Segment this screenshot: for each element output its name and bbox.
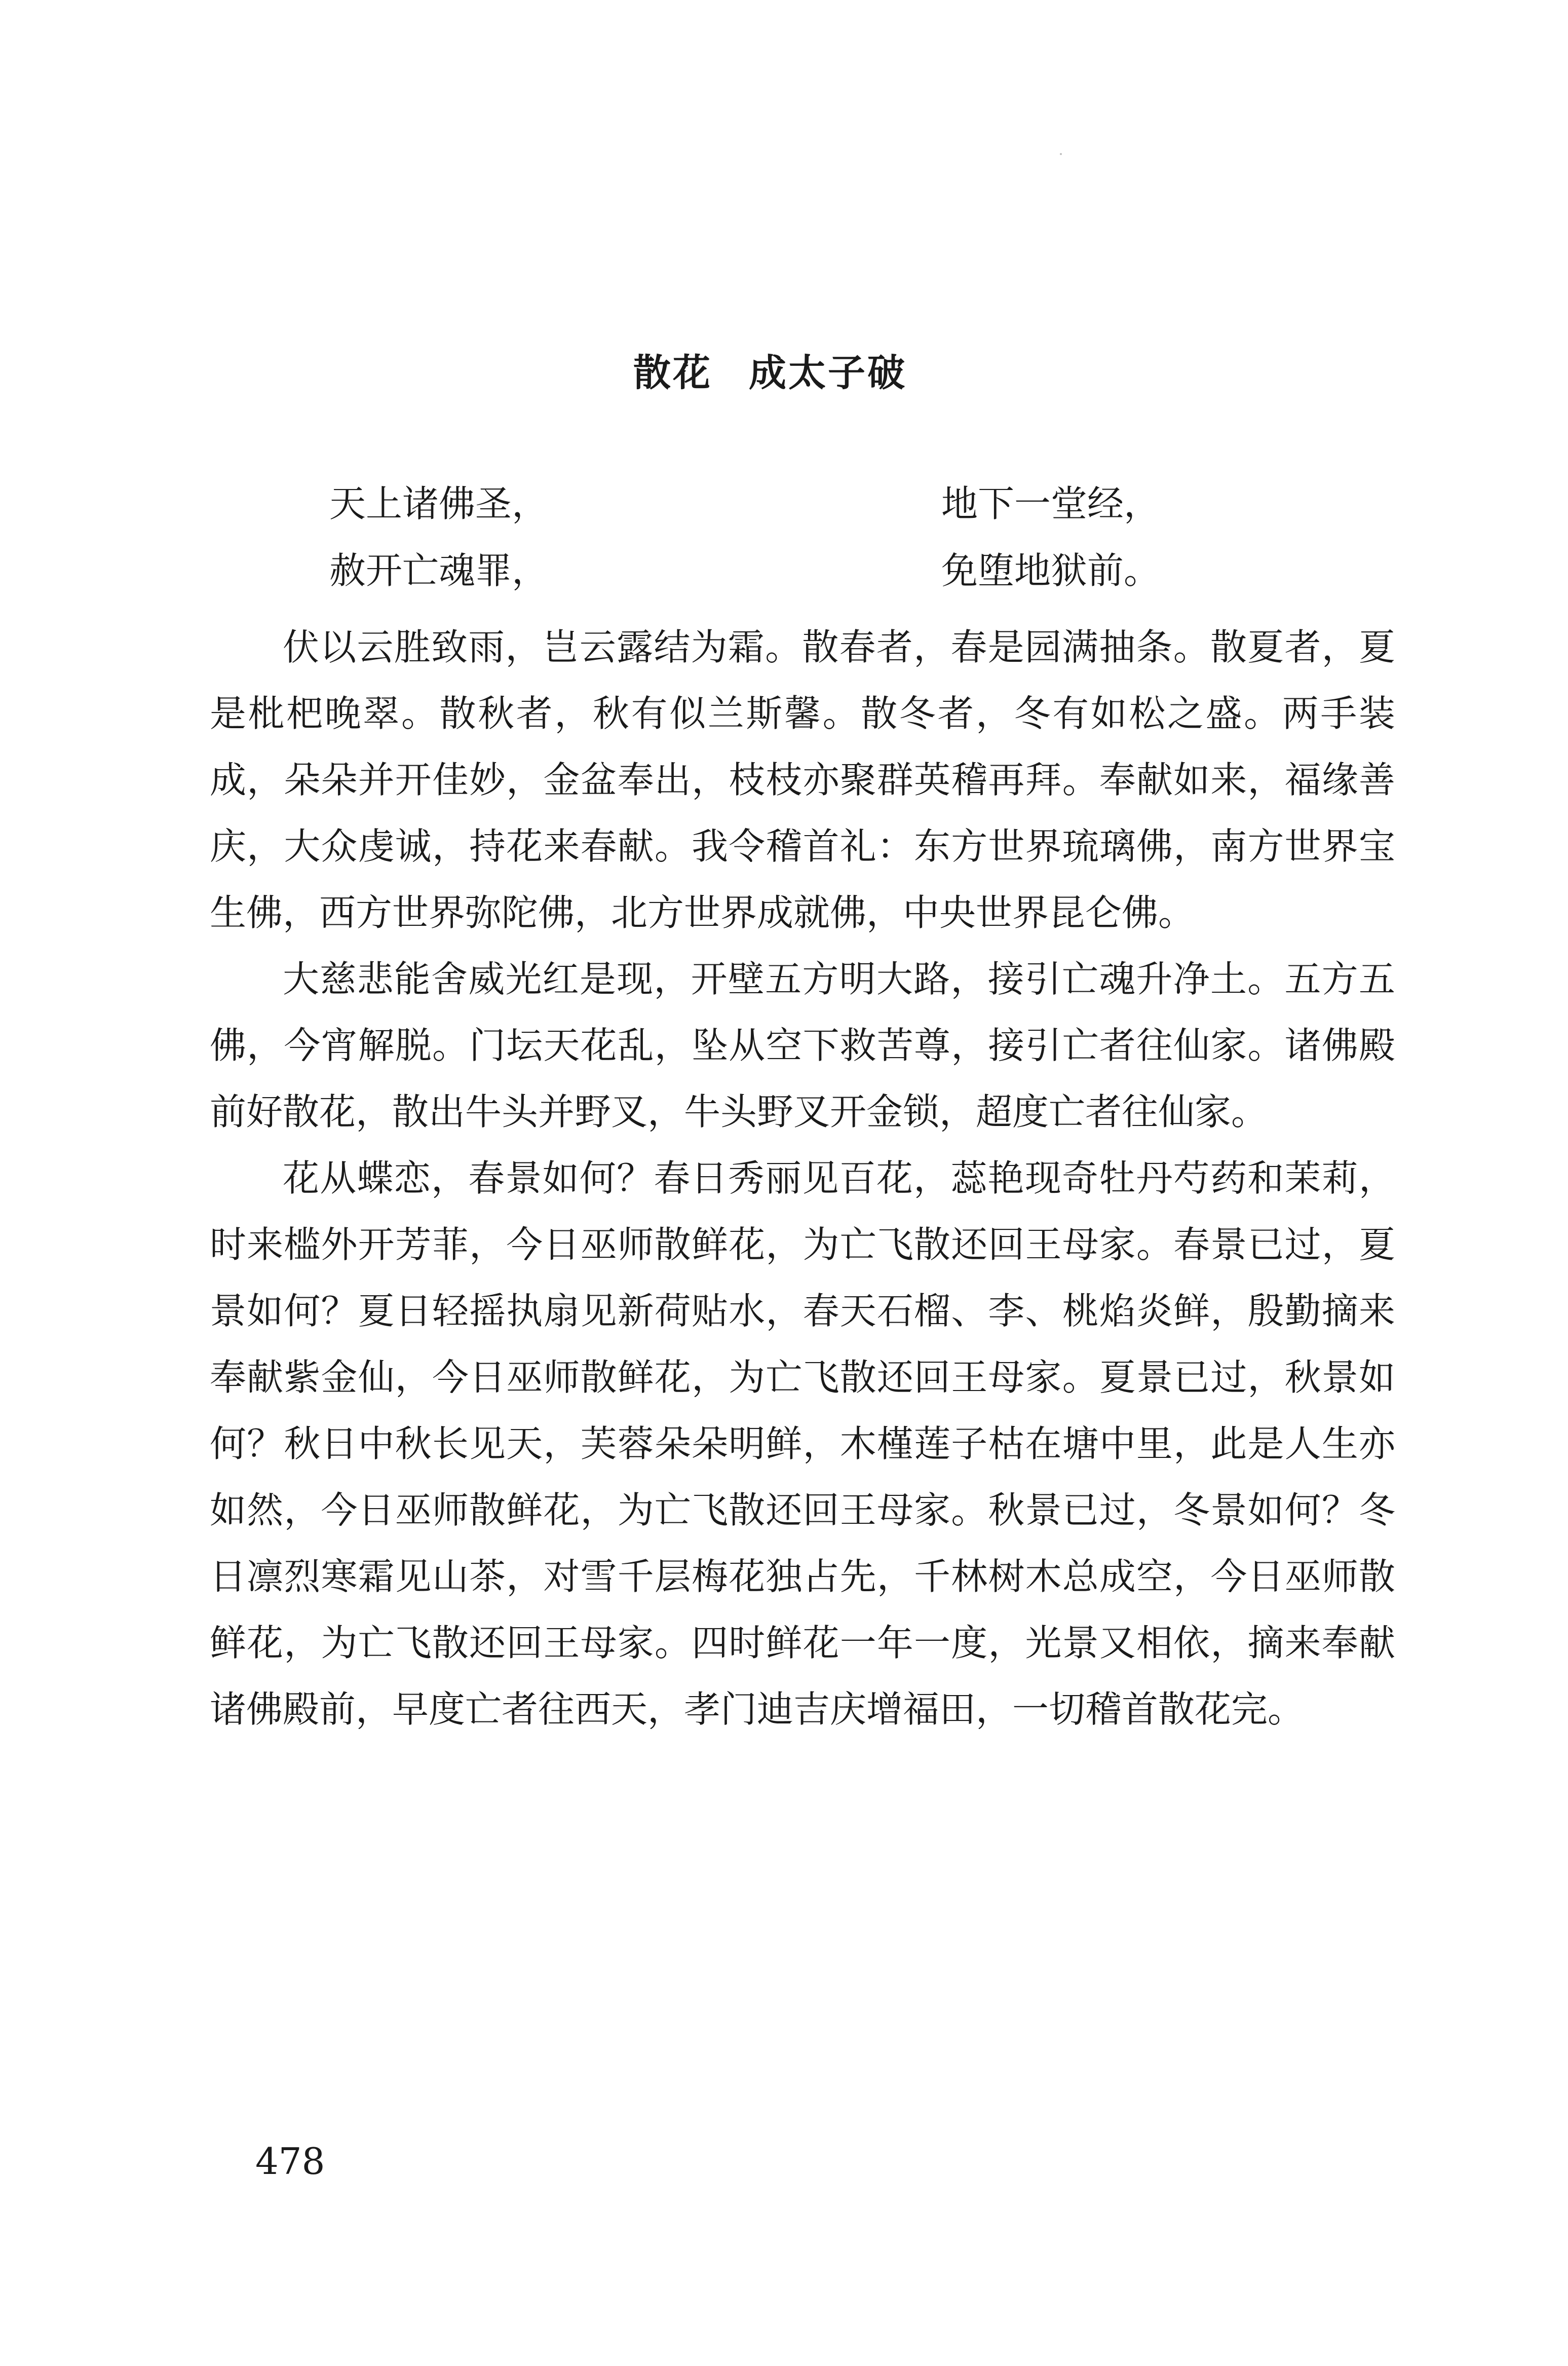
- paragraph-1: 伏以云胜致雨，岂云露结为霜。散春者，春是园满抽条。散夏者，夏是枇杷晚翠。散秋者，秋有似兰斯馨。散冬者，冬有如松之盛。两手装成，朵朵并开佳妙，金盆奉出，枝枝亦聚群英稽再拜。奉献如来，福缘善庆，大众虔诚，持花来春献。我令稽首礼：东方世界琉璃佛，南方世界宝生佛，西方世界弥陀佛，北方世界成就佛，中央世界昆仑佛。: [210, 626, 1395, 934]
- title-main: 散花: [633, 351, 712, 395]
- verse-line-2: 地下一堂经，: [941, 482, 1161, 525]
- paragraph-2: 大慈悲能舍威光红是现，开壁五方明大路，接引亡魂升净土。五方五佛，今宵解脱。门坛天花乱，坠从空下救苦尊，接引亡者往仙家。诸佛殿前好散花，散出牛头并野叉，牛头野叉开金锁，超度亡者往仙家。: [210, 958, 1395, 1133]
- page-number: 478: [255, 2140, 325, 2183]
- verse-line-1: 天上诸佛圣，: [329, 482, 549, 525]
- body-text: [210, 614, 1395, 1743]
- title-sub: 成太子破: [749, 351, 907, 395]
- verse-line-3: 赦开亡魂罪，: [329, 549, 549, 592]
- section-title: [633, 348, 907, 398]
- paragraph-3: 花从蝶恋，春景如何？春日秀丽见百花，蕊艳现奇牡丹芍药和茉莉，时来槛外开芳菲，今日巫师散鲜花，为亡飞散还回王母家。春景已过，夏景如何？夏日轻摇执扇见新荷贴水，春天石榴、李、桃焰炎鲜，殷勤摘来奉献紫金仙，今日巫师散鲜花，为亡飞散还回王母家。夏景已过，秋景如何？秋日中秋长见天，芙蓉朵朵明鲜，木槿莲子枯在塘中里，此是人生亦如然，今日巫师散鲜花，为亡飞散还回王母家。秋景已过，冬景如何？冬日凛烈寒霜见山茶，对雪千层梅花独占先，千林树木总成空，今日巫师散鲜花，为亡飞散还回王母家。四时鲜花一年一度，光景又相依，摘来奉献诸佛殿前，早度亡者往西天，孝门迪吉庆增福田，一切稽首散花完。: [210, 1157, 1395, 1731]
- verse-line-4: 免堕地狱前。: [941, 549, 1161, 592]
- print-speck: [1060, 153, 1062, 155]
